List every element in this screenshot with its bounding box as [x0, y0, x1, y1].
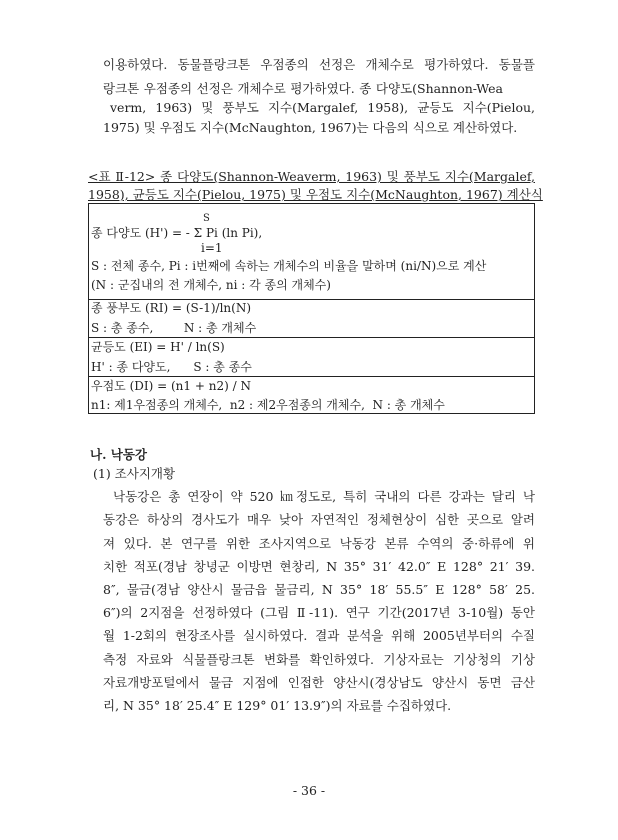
evenness-formula: 균등도 (EI) = H' / ln(S)	[91, 340, 225, 354]
row-divider	[89, 299, 534, 300]
sum-lower-limit: i=1	[201, 241, 223, 255]
dominance-formula: 우점도 (DI) = (n1 + n2) / N	[91, 379, 251, 393]
dominance-description: n1: 제1우점종의 개체수, n2 : 제2우점종의 개체수, N : 총 개체수	[91, 398, 445, 412]
body-line: 져 있다. 본 연구를 위한 조사지역으로 낙동강 본류 수역의 중·하류에 위	[103, 536, 535, 551]
body-line: 리, N 35° 18′ 25.4″ E 129° 01′ 13.9″)의 자료를 수집하였다.	[103, 698, 452, 713]
body-line: 6″)의 2지점을 선정하였다 (그림 Ⅱ-11). 연구 기간(2017년 3-10월) 동안	[103, 605, 535, 620]
richness-formula: 종 풍부도 (RI) = (S-1)/ln(N)	[91, 301, 252, 315]
body-line: 월 1-2회의 현장조사를 실시하였다. 결과 분석을 위해 2005년부터의 수질	[103, 628, 535, 643]
formula-table	[88, 203, 535, 414]
diversity-description: S : 전체 종수, Pi : i번째에 속하는 개체수의 비율을 말하며 (ni/N)으로 계산	[91, 259, 487, 273]
table-caption-line: <표 Ⅱ-12> 종 다양도(Shannon-Weaverm, 1963) 및 풍부도 지수(Margalef,	[88, 169, 535, 184]
body-line: 8″, 물금(경남 양산시 물금읍 물금리, N 35° 18′ 55.5″ E 128° 58′ 25.	[103, 582, 535, 597]
diversity-description: (N : 군집내의 전 개체수, ni : 각 종의 개체수)	[91, 278, 331, 292]
body-line: 동강은 하상의 경사도가 매우 낮아 자연적인 정체현상이 심한 곳으로 알려	[103, 512, 535, 527]
subsection-title: (1) 조사지개황	[93, 466, 176, 481]
page-number: - 36 -	[292, 783, 326, 798]
row-divider	[89, 376, 534, 377]
body-line: 낙동강은 총 연장이 약 520 ㎞정도로, 특히 국내의 다른 강과는 달리 낙	[113, 489, 535, 504]
body-line: 측정 자료와 식물플랑크톤 변화를 확인하였다. 기상자료는 기상청의 기상	[103, 652, 535, 667]
intro-line: verm, 1963) 및 풍부도 지수(Margalef, 1958), 균등도 지수(Pielou,	[110, 100, 535, 115]
body-line: 치한 적포(경남 창녕군 이방면 현창리, N 35° 31′ 42.0″ E 128° 21′ 39.	[103, 559, 535, 574]
intro-line: 랑크톤 우점종의 선정은 개체수로 평가하였다. 종 다양도(Shannon-Wea	[103, 81, 503, 96]
evenness-description: H' : 종 다양도, S : 총 종수	[91, 360, 252, 374]
table-caption-line: 1958), 균등도 지수(Pielou, 1975) 및 우점도 지수(McNaughton, 1967) 계산식	[88, 187, 543, 202]
section-title: 나. 낙동강	[90, 447, 148, 462]
richness-description: S : 총 종수, N : 총 개체수	[91, 321, 257, 335]
sum-upper-limit: S	[203, 213, 210, 224]
intro-line: 1975) 및 우점도 지수(McNaughton, 1967)는 다음의 식으로 계산하였다.	[103, 120, 518, 135]
intro-line: 이용하였다. 동물플랑크톤 우점종의 선정은 개체수로 평가하였다. 동물플	[103, 57, 535, 72]
body-line: 자료개방포털에서 물금 지점에 인접한 양산시(경상남도 양산시 동면 금산	[103, 675, 535, 690]
diversity-formula: 종 다양도 (H') = - Σ Pi (ln Pi),	[91, 226, 263, 240]
row-divider	[89, 337, 534, 338]
